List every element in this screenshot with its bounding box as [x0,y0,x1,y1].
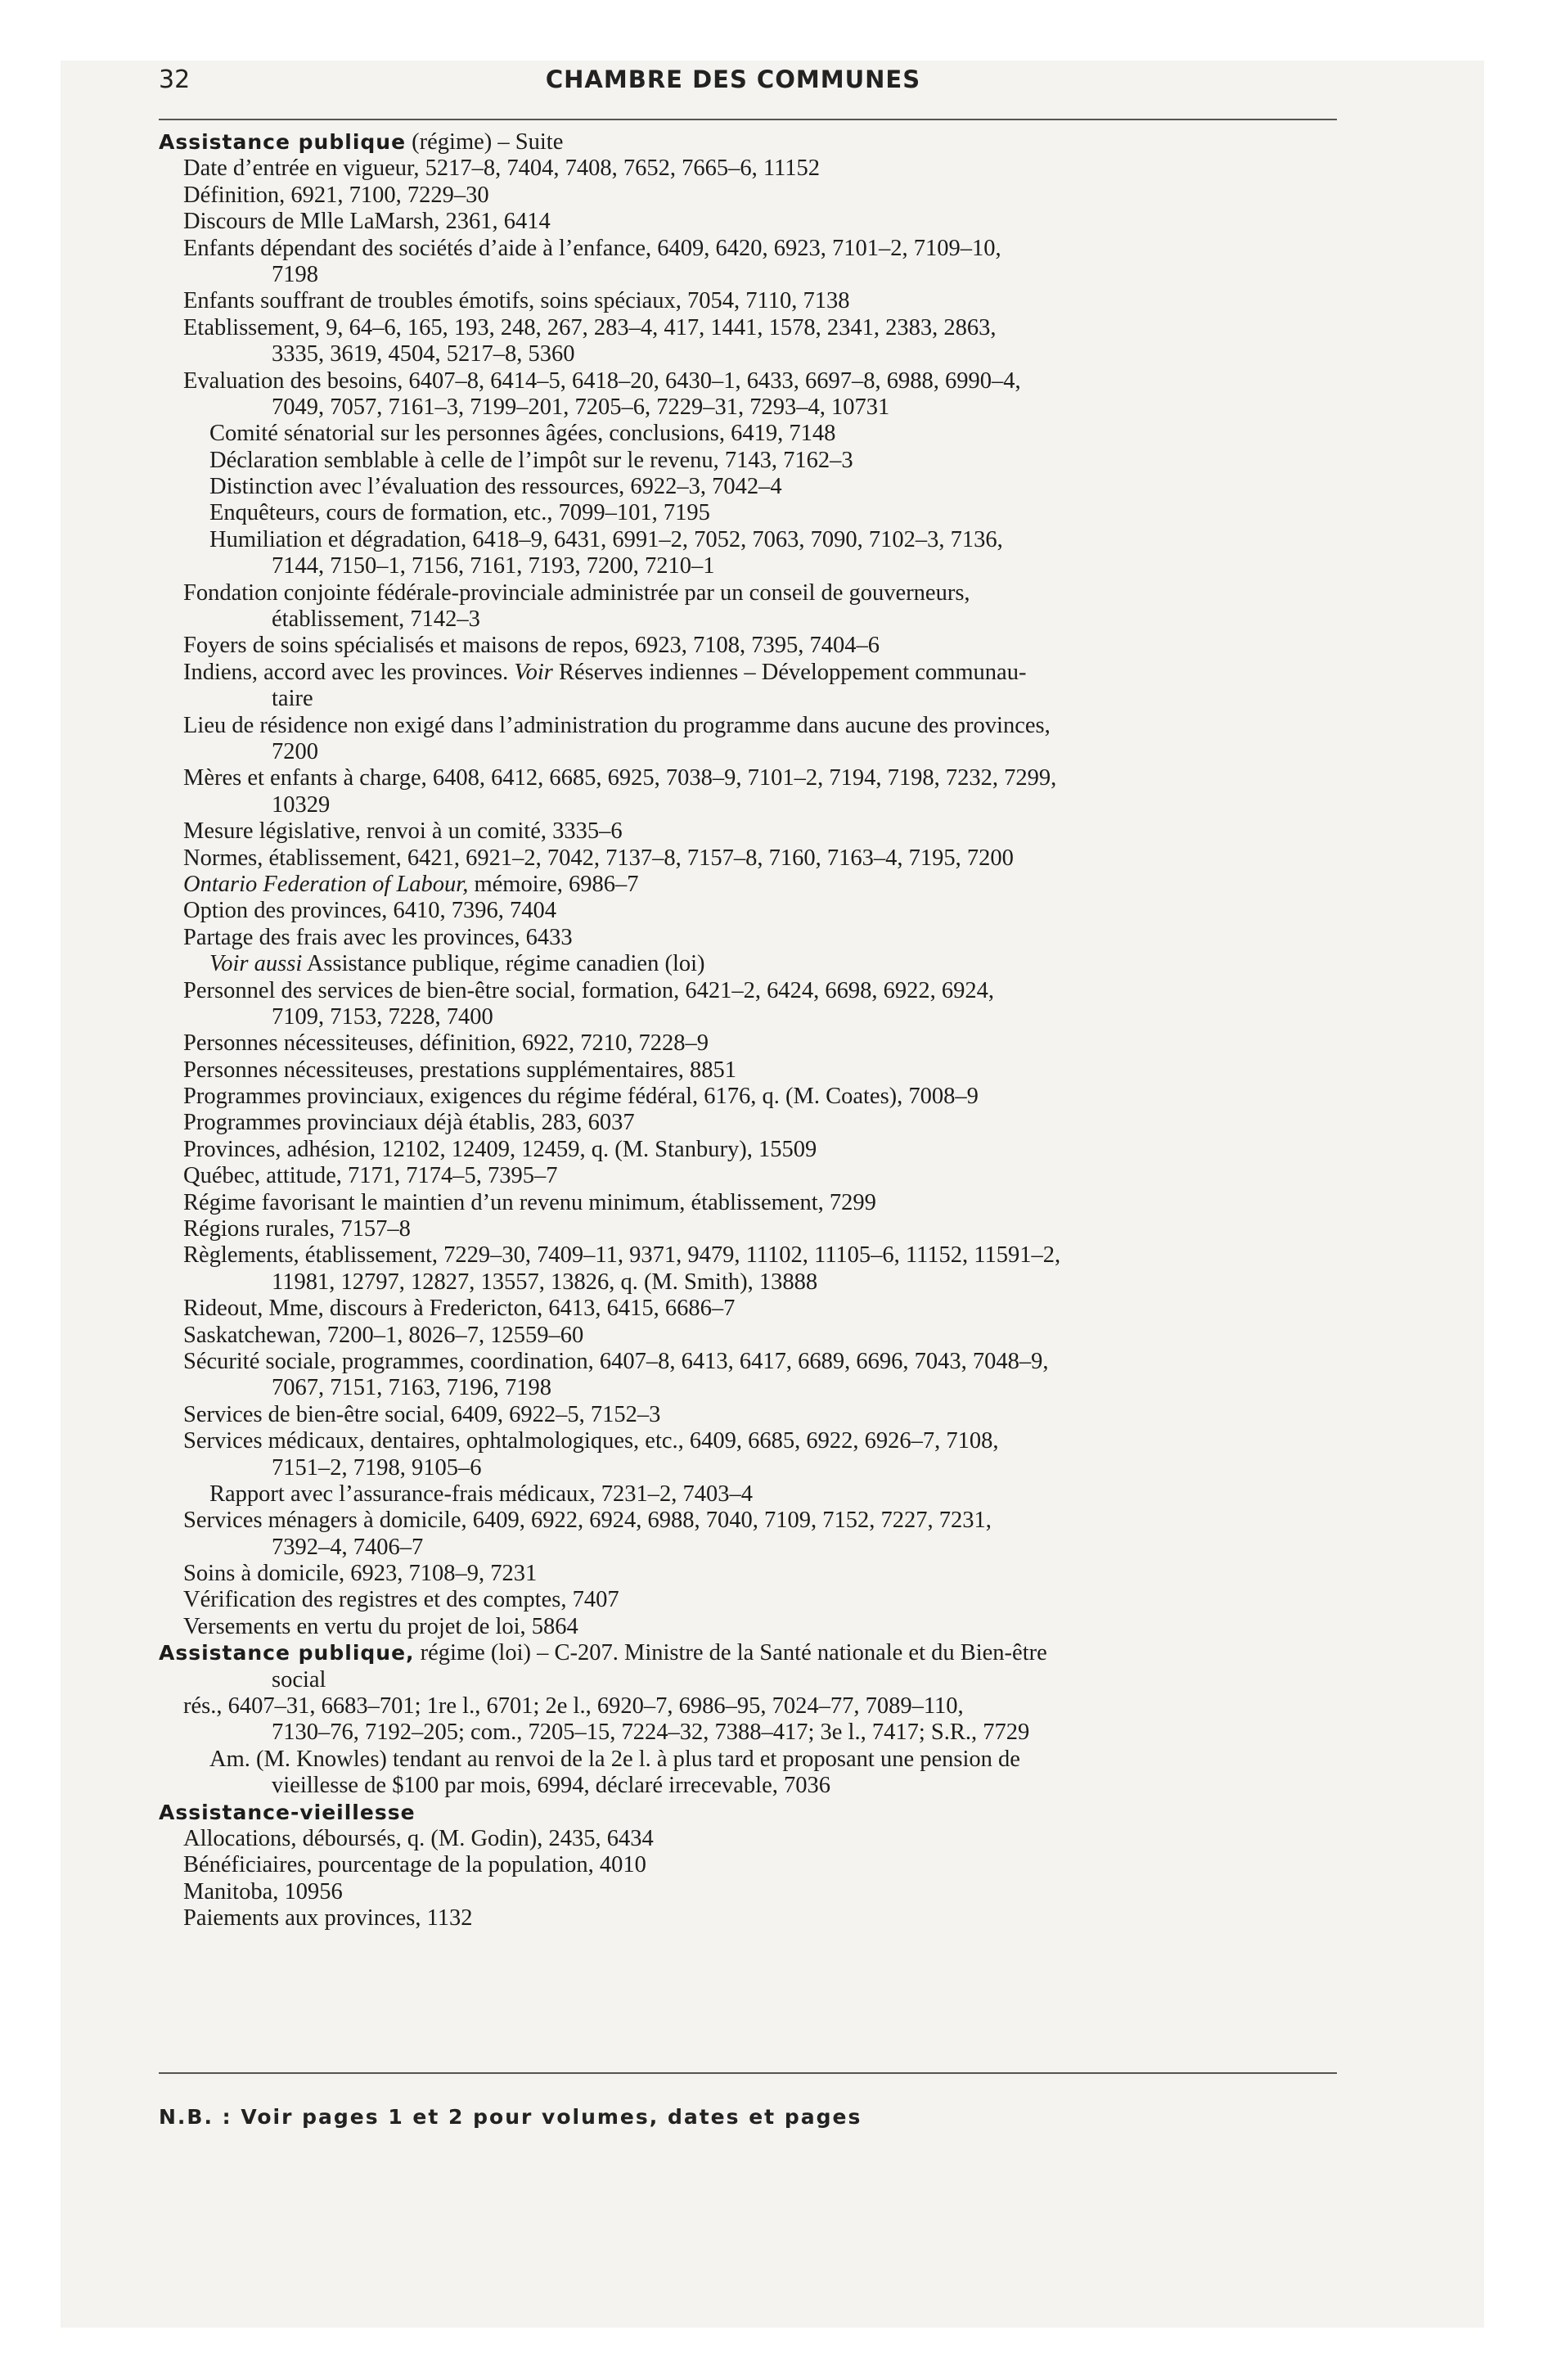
index-entry-line [159,341,1337,367]
entry-italic-text: Voir [514,659,553,685]
index-entry-line [159,845,1337,872]
index-entry-line [159,1747,1337,1773]
index-entry-line [159,1375,1337,1401]
entry-text: Personnel des services de bien-être social, formation, 6421–2, 6424, 6698, 6922, 6924, [183,977,994,1003]
entry-italic-text: Voir aussi [209,951,303,977]
entry-text: 7151–2, 7198, 9105–6 [272,1454,482,1481]
entry-text: Rideout, Mme, discours à Fredericton, 6413, 6415, 6686–7 [183,1296,736,1322]
index-entry-line [159,1323,1337,1349]
index-entry-line [159,739,1337,765]
entry-text: Distinction avec l’évaluation des ressources, 6922–3, 7042–4 [209,474,782,500]
index-entry-line [159,1349,1337,1375]
entry-text: Partage des frais avec les provinces, 6433 [183,924,573,950]
index-entry-line [159,1296,1337,1322]
index-entry-line [159,1773,1337,1799]
entry-text: Allocations, déboursés, q. (M. Godin), 2435, 6434 [183,1826,654,1851]
entry-text: social [272,1666,326,1693]
entry-text: 7392–4, 7406–7 [272,1534,424,1560]
entry-text: 3335, 3619, 4504, 5217–8, 5360 [272,341,575,367]
index-entry-line [159,368,1337,394]
footer-note: N.B. : Voir pages 1 et 2 pour volumes, dates et pages [159,2105,862,2129]
entry-text: vieillesse de $100 par mois, 6994, déclaré irrecevable, 7036 [272,1773,830,1799]
index-entry-line [159,183,1337,209]
index-entry-line [159,1561,1337,1587]
entry-text: Soins à domicile, 6923, 7108–9, 7231 [183,1561,538,1587]
index-entry-line [159,1163,1337,1189]
entry-text: 7198 [272,261,318,287]
entry-text: Normes, établissement, 6421, 6921–2, 7042, 7137–8, 7157–8, 7160, 7163–4, 7195, 7200 [183,845,1014,871]
index-entry-line [159,1852,1337,1878]
entry-text: Etablissement, 9, 64–6, 165, 193, 248, 267, 283–4, 417, 1441, 1578, 2341, 2383, 2863, [183,314,997,340]
index-entry-line [159,765,1337,791]
entry-text: mémoire, 6986–7 [468,871,639,897]
entry-text: Enquêteurs, cours de formation, etc., 7099–101, 7195 [209,500,710,526]
entry-text: Bénéficiaires, pourcentage de la population, 4010 [183,1852,646,1878]
entry-text: Vérification des registres et des comptes, 7407 [183,1587,619,1613]
entry-text: Définition, 6921, 7100, 7229–30 [183,182,489,208]
index-entry-line [159,1216,1337,1242]
index-entry-line [159,553,1337,579]
index-entry-line [159,262,1337,288]
entry-text: Foyers de soins spécialisés et maisons de repos, 6923, 7108, 7395, 7404–6 [183,633,880,659]
index-entry-line [159,474,1337,500]
entry-text: 7200 [272,738,318,764]
index-entry-line [159,1508,1337,1534]
entry-text: (régime) – Suite [406,129,564,155]
entry-text: Manitoba, 10956 [183,1878,343,1904]
index-entry-line [159,1004,1337,1030]
index-entry-line [159,1667,1337,1693]
entry-text: Saskatchewan, 7200–1, 8026–7, 12559–60 [183,1322,584,1348]
entry-text: Régime favorisant le maintien d’un revenu minimum, établissement, 7299 [183,1189,876,1215]
entry-text: Assistance publique, régime canadien (loi) [302,951,705,977]
footer-rule [159,2072,1337,2074]
entry-text: Evaluation des besoins, 6407–8, 6414–5, 6418–20, 6430–1, 6433, 6697–8, 6988, 6990–4, [183,367,1021,394]
entry-text: Indiens, accord avec les provinces. [183,659,515,685]
index-entry-line [159,1614,1337,1640]
index-entry-line [159,633,1337,659]
entry-heading-text: Assistance publique [159,130,407,154]
entry-text: Option des provinces, 6410, 7396, 7404 [183,898,556,924]
index-entry-line [159,1190,1337,1216]
index-entry-line [159,872,1337,898]
entry-text: Provinces, adhésion, 12102, 12409, 12459, q. (M. Stanbury), 15509 [183,1136,817,1162]
index-entry-line [159,421,1337,447]
entry-text: Rapport avec l’assurance-frais médicaux, 7231–2, 7403–4 [209,1481,753,1507]
entry-text: 7049, 7057, 7161–3, 7199–201, 7205–6, 7229–31, 7293–4, 10731 [272,394,890,420]
index-entry-line [159,686,1337,712]
index-entry-line [159,1720,1337,1746]
entry-text: Québec, attitude, 7171, 7174–5, 7395–7 [183,1163,558,1189]
entry-text: Discours de Mlle LaMarsh, 2361, 6414 [183,209,551,235]
entry-text: taire [272,686,313,712]
index-entry-line [159,527,1337,553]
index-entry-line [159,1587,1337,1613]
entry-text: 7067, 7151, 7163, 7196, 7198 [272,1375,551,1401]
index-entry-line [159,713,1337,739]
entry-text: Enfants souffrant de troubles émotifs, soins spéciaux, 7054, 7110, 7138 [183,288,850,314]
entry-text: 7144, 7150–1, 7156, 7161, 7193, 7200, 7210–1 [272,553,715,579]
index-body [159,129,1337,1932]
index-entry-line [159,1535,1337,1561]
index-entry-line [159,898,1337,924]
index-entry-line [159,606,1337,633]
header-rule [159,119,1337,120]
index-entry-line [159,978,1337,1004]
index-entry-line [159,925,1337,951]
index-entry-line [159,818,1337,845]
entry-text: Services médicaux, dentaires, ophtalmologiques, etc., 6409, 6685, 6922, 6926–7, 7108, [183,1428,999,1454]
index-entry-line [159,315,1337,341]
index-entry-line [159,209,1337,235]
index-entry-line [159,1030,1337,1057]
entry-text: Services ménagers à domicile, 6409, 6922, 6924, 6988, 7040, 7109, 7152, 7227, 7231, [183,1508,992,1534]
index-entry-line [159,1481,1337,1508]
page-title: CHAMBRE DES COMMUNES [545,65,921,93]
entry-text: Services de bien-être social, 6409, 6922–5, 7152–3 [183,1401,661,1427]
entry-text: Déclaration semblable à celle de l’impôt sur le revenu, 7143, 7162–3 [209,447,853,473]
entry-text: rés., 6407–31, 6683–701; 1re l., 6701; 2e l., 6920–7, 6986–95, 7024–77, 7089–110, [183,1693,964,1720]
entry-text: établissement, 7142–3 [272,606,480,633]
entry-text: Enfants dépendant des sociétés d’aide à l’enfance, 6409, 6420, 6923, 7101–2, 7109–10, [183,235,1001,261]
entry-text: Date d’entrée en vigueur, 5217–8, 7404, 7408, 7652, 7665–6, 11152 [183,156,820,182]
entry-text: Fondation conjointe fédérale-provinciale administrée par un conseil de gouverneurs, [183,579,970,606]
index-entry-line [159,156,1337,182]
entry-text: Règlements, établissement, 7229–30, 7409–11, 9371, 9479, 11102, 11105–6, 11152, 11591–2, [183,1242,1061,1269]
index-entry-line [159,1242,1337,1269]
index-entry-line [159,1137,1337,1163]
entry-text: 11981, 12797, 12827, 13557, 13826, q. (M. Smith), 13888 [272,1269,818,1295]
entry-text: Paiements aux provinces, 1132 [183,1905,473,1931]
index-entry-line [159,1455,1337,1481]
entry-text: Versements en vertu du projet de loi, 5864 [183,1613,578,1639]
entry-text: 10329 [272,791,331,818]
entry-text: Réserves indiennes – Développement communau- [552,659,1027,685]
entry-text: 7109, 7153, 7228, 7400 [272,1003,493,1030]
entry-heading-text: Assistance-vieillesse [159,1800,416,1824]
entry-text: régime (loi) – C-207. Ministre de la Santé nationale et du Bien-être [414,1640,1047,1666]
entry-text: Am. (M. Knowles) tendant au renvoi de la 2e l. à plus tard et proposant une pension de [209,1746,1020,1772]
index-entry-line [159,394,1337,421]
index-heading-line [159,1800,1337,1826]
entry-text: Programmes provinciaux, exigences du régime fédéral, 6176, q. (M. Coates), 7008–9 [183,1084,979,1110]
index-heading-line [159,1640,1337,1666]
index-entry-line [159,500,1337,526]
index-entry-line [159,1693,1337,1720]
entry-text: Mesure législative, renvoi à un comité, 3335–6 [183,818,623,845]
index-entry-line [159,448,1337,474]
index-entry-line [159,792,1337,818]
index-entry-line [159,1057,1337,1084]
entry-text: Comité sénatorial sur les personnes âgées, conclusions, 6419, 7148 [209,421,836,447]
entry-text: Sécurité sociale, programmes, coordination, 6407–8, 6413, 6417, 6689, 6696, 7043, 7048–9, [183,1348,1049,1374]
index-entry-line [159,1084,1337,1110]
entry-italic-text: Ontario Federation of Labour, [183,871,469,897]
entry-text: Mères et enfants à charge, 6408, 6412, 6685, 6925, 7038–9, 7101–2, 7194, 7198, 7232, 7299, [183,765,1057,791]
entry-text: Humiliation et dégradation, 6418–9, 6431, 6991–2, 7052, 7063, 7090, 7102–3, 7136, [209,526,1003,552]
index-entry-line [159,951,1337,977]
index-entry-line [159,236,1337,262]
index-entry-line [159,1269,1337,1296]
entry-heading-text: Assistance publique, [159,1641,415,1666]
entry-text: 7130–76, 7192–205; com., 7205–15, 7224–32, 7388–417; 3e l., 7417; S.R., 7729 [272,1720,1030,1746]
entry-text: Personnes nécessiteuses, prestations supplémentaires, 8851 [183,1057,736,1083]
index-entry-line [159,1879,1337,1905]
index-entry-line [159,1428,1337,1454]
page-number: 32 [159,65,191,94]
index-entry-line [159,580,1337,606]
index-entry-line [159,1110,1337,1136]
index-entry-line [159,1905,1337,1931]
entry-text: Régions rurales, 7157–8 [183,1216,411,1242]
index-entry-line [159,288,1337,314]
index-heading-line [159,129,1337,156]
index-entry-line [159,1826,1337,1852]
index-entry-line [159,1402,1337,1428]
index-entry-line [159,660,1337,686]
entry-text: Personnes nécessiteuses, définition, 6922, 7210, 7228–9 [183,1030,709,1057]
entry-text: Lieu de résidence non exigé dans l’administration du programme dans aucune des provinces, [183,712,1051,738]
entry-text: Programmes provinciaux déjà établis, 283, 6037 [183,1110,635,1136]
